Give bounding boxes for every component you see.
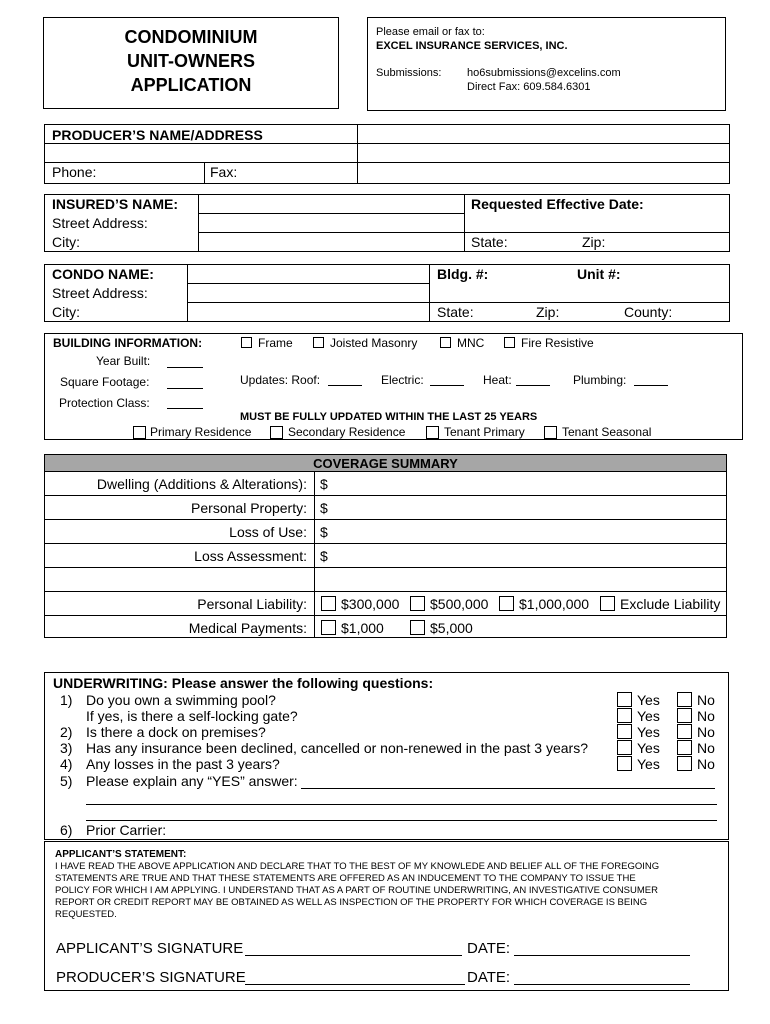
secondary-residence-label: Secondary Residence xyxy=(288,425,406,439)
q4-no-label: No xyxy=(697,756,715,772)
question-1: Do you own a swimming pool? xyxy=(86,692,276,708)
divider xyxy=(187,264,188,322)
explanation-line-1[interactable] xyxy=(301,788,715,789)
joisted-masonry-label: Joisted Masonry xyxy=(330,336,418,350)
personal-property-label: Personal Property: xyxy=(191,500,307,516)
divider xyxy=(464,232,730,233)
coverage-heading: COVERAGE SUMMARY xyxy=(313,456,458,471)
q3-yes-checkbox[interactable] xyxy=(617,740,632,755)
effective-date-label[interactable]: Requested Effective Date: xyxy=(471,196,644,212)
q4-yes-label: Yes xyxy=(637,756,660,772)
statement-line-3: POLICY FOR WHICH I AM APPLYING. I UNDERSTAND THAT AS A PART OF ROUTINE UNDERWRITING, AN INVESTIGATIVE CONSUMER xyxy=(55,885,658,896)
update-notice: MUST BE FULLY UPDATED WITHIN THE LAST 25 YEARS xyxy=(240,411,538,423)
contact-intro: Please email or fax to: xyxy=(376,26,485,38)
divider xyxy=(314,471,315,638)
medical-payments-label: Medical Payments: xyxy=(188,620,307,636)
explanation-line-2[interactable] xyxy=(86,804,717,805)
frame-checkbox[interactable] xyxy=(241,337,252,348)
insured-zip-label[interactable]: Zip: xyxy=(582,234,606,250)
statement-heading: APPLICANT’S STATEMENT: xyxy=(55,849,187,860)
loss-assessment-label: Loss Assessment: xyxy=(194,548,307,564)
exclude-liability-checkbox[interactable] xyxy=(600,596,615,611)
statement-line-1: I HAVE READ THE ABOVE APPLICATION AND DECLARE THAT TO THE BEST OF MY KNOWLEDE AND BELIEF ALL OF THE FOREGOING xyxy=(55,861,660,872)
liability-300k-checkbox[interactable] xyxy=(321,596,336,611)
condo-county-label[interactable]: County: xyxy=(624,304,673,320)
producer-fax-label[interactable]: Fax: xyxy=(210,164,238,180)
submissions-label: Submissions: xyxy=(376,67,442,79)
protection-class-label: Protection Class: xyxy=(59,396,150,410)
divider xyxy=(198,232,464,233)
liability-1m-label: $1,000,000 xyxy=(519,596,590,612)
liability-300k-label: $300,000 xyxy=(341,596,400,612)
q1b-no-label: No xyxy=(697,708,715,724)
personal-liability-label: Personal Liability: xyxy=(197,596,307,612)
divider xyxy=(187,302,429,303)
q1b-yes-label: Yes xyxy=(637,708,660,724)
divider xyxy=(44,543,727,544)
form-title-line1: CONDOMINIUM xyxy=(124,27,258,47)
fire-resistive-checkbox[interactable] xyxy=(504,337,515,348)
medical-1000-checkbox[interactable] xyxy=(321,620,336,635)
question-2: Is there a dock on premises? xyxy=(86,724,266,740)
direct-fax: Direct Fax: 609.584.6301 xyxy=(467,81,591,93)
statement-line-5: REQUESTED. xyxy=(55,909,117,920)
liability-500k-label: $500,000 xyxy=(430,596,489,612)
year-built-label: Year Built: xyxy=(96,354,151,368)
q2-no-checkbox[interactable] xyxy=(677,724,692,739)
mnc-checkbox[interactable] xyxy=(440,337,451,348)
tenant-seasonal-label: Tenant Seasonal xyxy=(562,425,652,439)
form-title-line3: APPLICATION xyxy=(130,75,252,95)
primary-residence-label: Primary Residence xyxy=(150,425,252,439)
question-3-number: 3) xyxy=(60,740,73,756)
bldg-label[interactable]: Bldg. #: xyxy=(437,266,489,282)
divider xyxy=(357,124,358,184)
plumbing-update-field[interactable] xyxy=(634,385,668,386)
year-built-field[interactable] xyxy=(167,367,203,368)
medical-1000-label: $1,000 xyxy=(341,620,384,636)
q1-yes-checkbox[interactable] xyxy=(617,692,632,707)
question-4-number: 4) xyxy=(60,756,73,772)
tenant-primary-checkbox[interactable] xyxy=(426,426,439,439)
unit-label[interactable]: Unit #: xyxy=(577,266,621,282)
medical-5000-label: $5,000 xyxy=(430,620,473,636)
question-6[interactable]: Prior Carrier: xyxy=(86,822,167,838)
divider xyxy=(44,591,727,592)
producer-signature-line[interactable] xyxy=(245,984,465,985)
liability-500k-checkbox[interactable] xyxy=(410,596,425,611)
condo-zip-label[interactable]: Zip: xyxy=(536,304,560,320)
plumbing-update-label: Plumbing: xyxy=(573,373,627,387)
building-info-heading: BUILDING INFORMATION: xyxy=(53,336,203,350)
square-footage-field[interactable] xyxy=(167,388,203,389)
insured-city-label[interactable]: City: xyxy=(52,234,80,250)
producer-signature-label: PRODUCER’S SIGNATURE xyxy=(56,969,246,986)
secondary-residence-checkbox[interactable] xyxy=(270,426,283,439)
divider xyxy=(187,283,429,284)
divider xyxy=(44,615,727,616)
dwelling-label: Dwelling (Additions & Alterations): xyxy=(96,476,307,492)
statement-line-4: REPORT OR CREDIT REPORT MAY BE OBTAINED AS WELL AS INSPECTION OF THE PROPERTY FOR WHICH COVERAGE IS BEING xyxy=(55,897,648,908)
company-name: EXCEL INSURANCE SERVICES, INC. xyxy=(376,40,568,52)
form-title-line2: UNIT-OWNERS xyxy=(127,51,255,71)
underwriting-heading: UNDERWRITING: Please answer the following questions: xyxy=(53,675,434,691)
condo-street-label[interactable]: Street Address: xyxy=(52,285,148,301)
roof-update-label: Updates: Roof: xyxy=(240,373,321,387)
protection-class-field[interactable] xyxy=(167,408,203,409)
heat-update-label: Heat: xyxy=(483,373,512,387)
applicant-date-label: DATE: xyxy=(467,940,511,957)
producer-date-label: DATE: xyxy=(467,969,511,986)
condo-city-label[interactable]: City: xyxy=(52,304,80,320)
heat-update-field[interactable] xyxy=(516,385,550,386)
producer-date-line[interactable] xyxy=(514,984,690,985)
divider xyxy=(44,143,730,144)
q1b-yes-checkbox[interactable] xyxy=(617,708,632,723)
loss-of-use-label: Loss of Use: xyxy=(229,524,307,540)
applicant-signature-line[interactable] xyxy=(245,955,462,956)
q1-yes-label: Yes xyxy=(637,692,660,708)
insured-name-label[interactable]: INSURED’S NAME: xyxy=(52,196,179,212)
frame-label: Frame xyxy=(258,336,293,350)
question-6-number: 6) xyxy=(60,822,73,838)
question-5: Please explain any “YES” answer: xyxy=(86,773,298,789)
question-5-number: 5) xyxy=(60,773,73,789)
submissions-email[interactable]: ho6submissions@excelins.com xyxy=(467,67,621,79)
square-footage-label: Square Footage: xyxy=(60,375,150,389)
question-4: Any losses in the past 3 years? xyxy=(86,756,280,772)
question-1-number: 1) xyxy=(60,692,73,708)
q1b-no-checkbox[interactable] xyxy=(677,708,692,723)
q3-no-checkbox[interactable] xyxy=(677,740,692,755)
liability-1m-checkbox[interactable] xyxy=(499,596,514,611)
divider xyxy=(429,264,430,322)
loss-assessment-currency[interactable]: $ xyxy=(320,548,328,564)
primary-residence-checkbox[interactable] xyxy=(133,426,146,439)
q4-yes-checkbox[interactable] xyxy=(617,756,632,771)
statement-line-2: STATEMENTS ARE TRUE AND THAT THESE STATEMENTS ARE OFFERED AS AN INDUCEMENT TO THE COMPANY TO ISSUE THE xyxy=(55,873,636,884)
mnc-label: MNC xyxy=(457,336,485,350)
q2-yes-label: Yes xyxy=(637,724,660,740)
explanation-line-3[interactable] xyxy=(86,820,717,821)
electric-update-field[interactable] xyxy=(430,385,464,386)
applicant-signature-label: APPLICANT’S SIGNATURE xyxy=(56,940,244,957)
q1-no-checkbox[interactable] xyxy=(677,692,692,707)
insured-state-label[interactable]: State: xyxy=(471,234,508,250)
producer-heading: PRODUCER’S NAME/ADDRESS xyxy=(52,127,263,143)
producer-phone-label[interactable]: Phone: xyxy=(52,164,97,180)
divider xyxy=(429,302,730,303)
applicant-date-line[interactable] xyxy=(514,955,690,956)
q2-no-label: No xyxy=(697,724,715,740)
q2-yes-checkbox[interactable] xyxy=(617,724,632,739)
divider xyxy=(198,194,199,252)
personal-property-currency[interactable]: $ xyxy=(320,500,328,516)
q3-yes-label: Yes xyxy=(637,740,660,756)
joisted-masonry-checkbox[interactable] xyxy=(313,337,324,348)
divider xyxy=(464,194,465,252)
divider xyxy=(44,567,727,568)
electric-update-label: Electric: xyxy=(381,373,424,387)
question-1b: If yes, is there a self-locking gate? xyxy=(86,708,298,724)
question-3: Has any insurance been declined, cancelled or non-renewed in the past 3 years? xyxy=(86,740,588,756)
loss-of-use-currency[interactable]: $ xyxy=(320,524,328,540)
tenant-primary-label: Tenant Primary xyxy=(444,425,525,439)
q1-no-label: No xyxy=(697,692,715,708)
insured-street-label[interactable]: Street Address: xyxy=(52,215,148,231)
fire-resistive-label: Fire Resistive xyxy=(521,336,594,350)
roof-update-field[interactable] xyxy=(328,385,362,386)
q3-no-label: No xyxy=(697,740,715,756)
divider xyxy=(44,162,730,163)
medical-5000-checkbox[interactable] xyxy=(410,620,425,635)
divider xyxy=(44,471,727,472)
question-2-number: 2) xyxy=(60,724,73,740)
condo-name-label[interactable]: CONDO NAME: xyxy=(52,266,154,282)
condo-state-label[interactable]: State: xyxy=(437,304,474,320)
divider xyxy=(44,495,727,496)
exclude-liability-label: Exclude Liability xyxy=(620,596,721,612)
dwelling-currency[interactable]: $ xyxy=(320,476,328,492)
divider xyxy=(198,213,464,214)
tenant-seasonal-checkbox[interactable] xyxy=(544,426,557,439)
divider xyxy=(204,162,205,184)
q4-no-checkbox[interactable] xyxy=(677,756,692,771)
divider xyxy=(44,519,727,520)
